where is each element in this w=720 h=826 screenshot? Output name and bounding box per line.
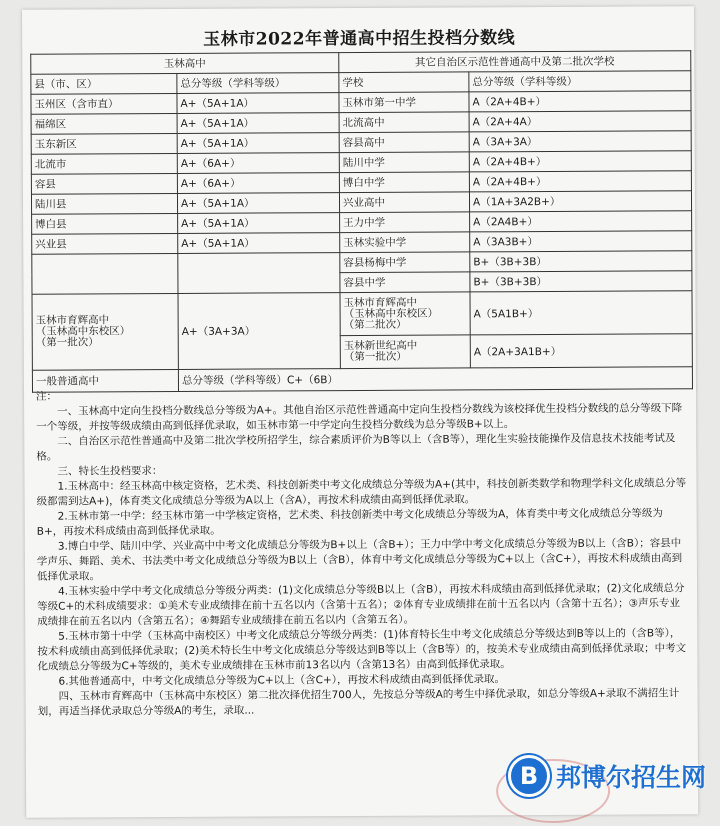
note-paragraph: 二、自治区示范性普通高中及第二批次学校所招学生，综合素质评价为B等以上（含B等），理化生实验技能操作及信息技术技能考试及格。: [36, 432, 676, 463]
county-cell: 玉州区（含市直）: [31, 93, 177, 114]
notes-section: [36, 386, 690, 719]
school-grade-cell: B+（3B+3B）: [470, 271, 692, 292]
yuhui-first-batch-label: [32, 293, 178, 370]
general-school-grade: 总分等级（学科等级）C+（6B）: [178, 367, 692, 392]
site-watermark[interactable]: [508, 755, 706, 797]
school-cell: 玉林实验中学: [340, 232, 470, 253]
admission-score-table: [30, 50, 693, 392]
note-paragraph: 5.玉林市第十中学（玉林高中南校区）中考文化成绩总分等级分两类：(1)体育特长生中考文化成绩总分等级达到B等以上的（含B等），按术科成绩由高到低择优录取；(2)美术特长生中考文化成绩总分等级达到B等以上（含B等）的，按美术专业成绩由高到低择优录取；中考文化成绩总分等级为C+等级的，美术专业成绩排在玉林市前13名以内（含第13名）由高到低择优录取。: [37, 627, 687, 673]
notes-heading: 注：: [35, 390, 58, 403]
page-title: 玉林市2022年普通高中招生投档分数线: [203, 28, 516, 50]
county-cell: 北流市: [31, 153, 177, 174]
xinshiji-line1: 玉林新世纪高中: [343, 339, 418, 353]
yuhui-second-batch-grade: A（5A1B+）: [470, 291, 692, 335]
table-row: [32, 291, 692, 337]
note-paragraph: 四、玉林市育辉高中（玉林高中东校区）第二批次择优招生700人，先按总分等级A的考生中择优录取，如总分等级A+录取不满招生计划，再适当择优录取总分等级A的考生，录取...: [37, 687, 680, 718]
county-cell: 玉东新区: [31, 133, 177, 154]
school-cell: 兴业高中: [339, 192, 469, 213]
yuhui-left-line2: （玉林高中东校区）: [35, 325, 131, 338]
group-header-left: 玉林高中: [31, 53, 339, 75]
school-cell: 容县中学: [340, 272, 470, 293]
school-cell: 陆川中学: [339, 152, 469, 173]
xinshiji-line2: （第一批次）: [343, 350, 407, 364]
county-cell: 陆川县: [31, 193, 177, 214]
note-paragraph: 一、玉林高中定向生投档分数线总分等级为A+。其他自治区示范性普通高中定向生投档分数线为该校择优生投档分数线的总分等级下降一个等级，并按等级成绩由高到低择优录取，如玉林市第一中学定向生投档分数线为总分等级B+以上。: [36, 402, 683, 433]
xinshiji-grade: A（2A+3A1B+）: [470, 334, 692, 368]
note-paragraph: 三、特长生投档要求：: [57, 465, 163, 478]
school-grade-cell: B+（3B+3B）: [470, 251, 692, 272]
grade-cell: A+（5A+1A）: [178, 233, 340, 254]
xinshiji-label: [340, 335, 470, 369]
county-cell: 兴业县: [32, 233, 178, 254]
col-header-county: 县（市、区）: [31, 73, 177, 94]
general-school-label: 一般普通高中: [32, 369, 178, 392]
yuhui-right-line1: 玉林市育辉高中: [343, 296, 418, 309]
county-cell: 博白县: [32, 213, 178, 234]
grade-cell: A+（5A+1A）: [177, 93, 339, 114]
col-header-grade-left: 总分等级（学科等级）: [177, 73, 339, 94]
yuhui-right-line3: （第二批次）: [343, 318, 407, 331]
grade-cell: A+（5A+1A）: [177, 193, 339, 214]
grade-cell: A+（5A+1A）: [177, 113, 339, 134]
school-cell: 玉林市第一中学: [339, 92, 469, 113]
yuhui-right-line2: （玉林高中东校区）: [343, 307, 439, 320]
note-paragraph: 1.玉林高中：经玉林高中核定资格，艺术类、科技创新类中考文化成绩总分等级为A+(其中，科技创新类数学和物理学科文化成绩总分等级都需到达A+)，体育类文化成绩总分等级为A以上（含A），再按术科成绩由高到低择优录取。: [36, 477, 687, 508]
note-paragraph: 6.其他普通高中，中考文化成绩总分等级为C+以上（含C+），再按术科成绩由高到低择优录取。: [58, 673, 506, 688]
school-grade-cell: A（2A+4B+）: [469, 91, 691, 112]
school-cell: 容县杨梅中学: [340, 252, 470, 273]
yuhui-left-line3: （第一批次）: [35, 336, 99, 349]
county-cell: 福绵区: [31, 113, 177, 134]
group-header-right: 其它自治区示范性普通高中及第二批次学校: [339, 51, 691, 73]
school-cell: 容县高中: [339, 132, 469, 153]
yuhui-second-batch-label: [340, 292, 470, 336]
county-cell: 容县: [31, 173, 177, 194]
empty-cell: [178, 253, 340, 294]
document-page: [22, 6, 698, 818]
school-grade-cell: A（3A3B+）: [470, 231, 692, 252]
grade-cell: A+（5A+1A）: [177, 133, 339, 154]
yuhui-left-line1: 玉林市育辉高中: [35, 314, 110, 327]
note-paragraph: 4.玉林实验中学中考文化成绩总分等级分两类：(1)文化成绩总分等级B以上（含B），再按术科成绩由高到低择优录取；(2)文化成绩总分等级C+的术科成绩要求：①美术专业成绩排在前十五名以内（含第十五名）；②体育专业成绩排在前十五名以内（含第十五名）；③声乐专业成绩排在前五名以内（含第五名）；④舞蹈专业成绩排在前五名以内（含第五名）。: [37, 582, 685, 628]
empty-cell: [32, 253, 178, 294]
site-logo-icon: B: [508, 755, 550, 797]
school-grade-cell: A（1A+3A2B+）: [469, 191, 691, 212]
note-paragraph: 3.博白中学、陆川中学、兴业高中中考文化成绩总分等级为B+以上（含B+）；王力中学中考文化成绩总分等级为B以上（含B）；容县中学声乐、舞蹈、美术、书法类中考文化成绩总分等级为B以上（含B），体育中考文化成绩总分等级为C+以上（含C+），再按术科成绩由高到低择优录取。: [36, 537, 683, 583]
school-cell: 博白中学: [339, 172, 469, 193]
school-grade-cell: A（2A4B+）: [470, 211, 692, 232]
col-header-school: 学校: [339, 72, 469, 93]
yuhui-first-batch-grade: A+（3A+3A）: [178, 293, 340, 370]
grade-cell: A+（6A+）: [177, 173, 339, 194]
school-grade-cell: A（3A+3A）: [469, 131, 691, 152]
note-paragraph: 2.玉林市第一中学：经玉林市第一中学核定资格，艺术类、科技创新类中考文化成绩总分等级为A，体育类中考文化成绩总分等级为B+，再按术科成绩由高到低择优录取。: [36, 507, 663, 538]
grade-cell: A+（6A+）: [177, 153, 339, 174]
school-grade-cell: A（2A+4B+）: [469, 151, 691, 172]
grade-cell: A+（5A+1A）: [178, 213, 340, 234]
school-cell: 北流高中: [339, 112, 469, 133]
school-cell: 王力中学: [340, 212, 470, 233]
col-header-grade-right: 总分等级（学科等级）: [469, 71, 691, 92]
site-name: 邦博尔招生网: [555, 763, 706, 792]
school-grade-cell: A（2A+4B+）: [469, 171, 691, 192]
school-grade-cell: A（2A+4A）: [469, 111, 691, 132]
